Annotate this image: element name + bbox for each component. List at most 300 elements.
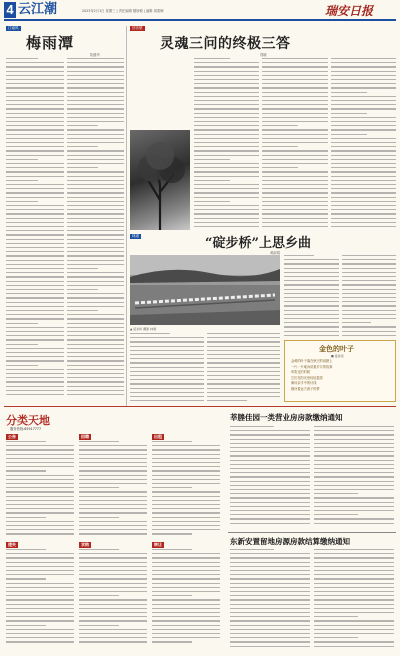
text-line — [314, 455, 394, 456]
text-line — [152, 562, 220, 563]
text-line — [262, 146, 298, 147]
text-line — [6, 218, 64, 219]
text-line — [79, 583, 147, 584]
text-line — [67, 377, 125, 378]
text-line — [6, 239, 64, 240]
text-line — [342, 255, 397, 256]
classified-section-head: 转让 — [154, 542, 162, 547]
text-line — [67, 297, 125, 298]
soul-title: 灵魂三问的终极三答 — [160, 36, 291, 52]
text-line — [194, 188, 259, 189]
classified-section-head: 遗失 — [8, 542, 16, 547]
notice-2 — [228, 532, 396, 652]
text-line — [67, 138, 125, 139]
text-line — [6, 201, 38, 202]
text-line — [314, 493, 358, 494]
text-line — [262, 213, 327, 214]
text-line — [6, 268, 64, 269]
text-line — [284, 272, 339, 273]
text-line — [152, 641, 192, 642]
text-line — [262, 58, 327, 59]
text-line — [6, 583, 74, 584]
text-line — [6, 445, 74, 446]
text-line — [79, 574, 147, 575]
text-line — [79, 599, 147, 600]
text-line — [284, 255, 314, 256]
text-line — [6, 529, 74, 530]
text-line — [194, 205, 259, 206]
text-line — [331, 222, 396, 223]
text-line — [67, 209, 125, 210]
text-line — [314, 430, 394, 431]
text-line — [230, 562, 310, 563]
text-line — [67, 108, 125, 109]
text-line — [331, 167, 396, 168]
text-line — [331, 134, 367, 135]
text-line — [284, 305, 339, 306]
text-line — [194, 121, 259, 122]
text-line — [314, 557, 394, 558]
text-line — [6, 247, 64, 248]
text-line — [6, 306, 64, 307]
text-line — [262, 209, 327, 210]
text-line — [194, 75, 259, 76]
text-line — [262, 87, 327, 88]
text-line — [152, 470, 220, 471]
poem-line: 像母亲手中的针线 — [291, 381, 317, 385]
text-line — [6, 96, 64, 97]
text-line — [194, 108, 259, 109]
text-line — [331, 58, 396, 59]
text-line — [331, 66, 396, 67]
text-line — [6, 500, 74, 501]
poem-lines — [291, 359, 391, 392]
text-line — [6, 599, 74, 600]
text-line — [152, 595, 192, 596]
text-line — [67, 213, 125, 214]
text-line — [284, 322, 339, 323]
text-line — [314, 612, 394, 613]
text-line — [194, 83, 259, 84]
text-line — [314, 591, 394, 592]
text-line — [230, 518, 310, 519]
text-line — [314, 633, 394, 634]
text-line — [262, 201, 327, 202]
text-line — [6, 574, 74, 575]
tag-left: 江南风 — [8, 26, 19, 30]
text-line — [67, 180, 125, 181]
text-line — [262, 150, 327, 151]
text-line — [314, 608, 394, 609]
text-line — [230, 641, 310, 642]
text-line — [331, 92, 367, 93]
text-line — [262, 142, 327, 143]
text-line — [194, 142, 259, 143]
text-line — [331, 155, 396, 156]
text-line — [230, 426, 274, 427]
text-line — [230, 468, 310, 469]
text-line — [331, 188, 396, 189]
text-line — [314, 616, 358, 617]
text-line — [79, 549, 119, 550]
bridge-author: 黄淑娟 — [270, 251, 280, 255]
text-line — [67, 150, 125, 151]
text-line — [284, 263, 339, 264]
text-line — [67, 348, 125, 349]
text-line — [342, 268, 397, 269]
text-line — [152, 566, 220, 567]
text-line — [6, 176, 64, 177]
text-line — [6, 209, 64, 210]
text-line — [6, 66, 64, 67]
text-line — [230, 557, 310, 558]
text-line — [6, 222, 64, 223]
text-line — [67, 239, 125, 240]
text-line — [230, 464, 310, 465]
text-line — [262, 92, 327, 93]
text-line — [194, 222, 259, 223]
text-line — [67, 243, 125, 244]
text-line — [67, 255, 125, 256]
text-line — [67, 356, 125, 357]
text-line — [331, 176, 396, 177]
text-line — [230, 472, 310, 473]
text-line — [67, 222, 125, 223]
text-line — [314, 523, 394, 524]
text-line — [230, 553, 310, 554]
text-line — [152, 462, 220, 463]
text-line — [67, 365, 125, 366]
text-line — [67, 83, 125, 84]
text-line — [67, 134, 125, 135]
text-line — [79, 587, 147, 588]
text-line — [152, 625, 220, 626]
text-line — [230, 434, 310, 435]
text-line — [194, 150, 259, 151]
text-line — [284, 335, 339, 336]
text-line — [67, 381, 125, 382]
text-line — [67, 201, 125, 202]
masthead-logo: 瑞安日报 — [325, 4, 374, 18]
classified-section-head: 招聘 — [81, 434, 89, 439]
text-line — [67, 390, 125, 391]
text-line — [314, 578, 394, 579]
text-line — [67, 176, 125, 177]
text-line — [284, 284, 339, 285]
text-line — [342, 331, 397, 332]
text-line — [207, 388, 281, 389]
bridge-photo — [130, 255, 280, 325]
text-line — [67, 386, 125, 387]
page-header — [0, 0, 400, 22]
text-line — [194, 117, 259, 118]
text-line — [67, 264, 125, 265]
text-line — [6, 386, 64, 387]
text-line — [314, 637, 358, 638]
text-line — [79, 512, 147, 513]
text-line — [331, 163, 396, 164]
text-line — [342, 289, 397, 290]
text-line — [230, 481, 310, 482]
text-line — [262, 205, 327, 206]
text-line — [284, 326, 339, 327]
text-line — [152, 475, 220, 476]
text-line — [342, 301, 397, 302]
text-line — [262, 138, 327, 139]
text-line — [130, 400, 204, 401]
text-line — [6, 479, 74, 480]
text-line — [79, 479, 147, 480]
text-line — [262, 96, 327, 97]
text-line — [331, 201, 396, 202]
text-line — [314, 625, 394, 626]
text-line — [79, 466, 147, 467]
text-line — [67, 125, 99, 126]
text-line — [79, 462, 147, 463]
text-line — [130, 396, 204, 397]
text-line — [67, 276, 125, 277]
text-line — [6, 504, 74, 505]
text-line — [67, 323, 125, 324]
text-line — [67, 66, 125, 67]
text-line — [6, 595, 74, 596]
text-line — [152, 466, 220, 467]
text-line — [6, 318, 64, 319]
text-line — [331, 171, 396, 172]
text-line — [262, 159, 327, 160]
text-line — [67, 289, 99, 290]
text-line — [67, 62, 125, 63]
notice-1-title: 莘塍佳园一类营业房房款缴纳通知 — [230, 413, 343, 422]
text-line — [230, 489, 310, 490]
text-line — [130, 375, 204, 376]
text-line — [67, 121, 125, 122]
text-line — [79, 616, 147, 617]
text-line — [152, 521, 220, 522]
text-line — [6, 458, 74, 459]
text-line — [152, 479, 220, 480]
text-line — [152, 608, 220, 609]
text-line — [79, 595, 119, 596]
text-line — [6, 365, 38, 366]
text-line — [207, 350, 281, 351]
text-line — [79, 620, 147, 621]
text-line — [6, 352, 64, 353]
text-line — [67, 302, 125, 303]
text-line — [342, 326, 397, 327]
text-line — [6, 620, 74, 621]
text-line — [67, 247, 125, 248]
text-line — [230, 566, 310, 567]
text-line — [6, 167, 64, 168]
poem-line: 风吹过的时候 — [291, 370, 311, 374]
text-line — [262, 197, 327, 198]
text-line — [6, 629, 74, 630]
text-line — [152, 512, 220, 513]
text-line — [6, 470, 46, 471]
text-line — [67, 344, 125, 345]
text-line — [262, 100, 327, 101]
text-line — [6, 138, 64, 139]
text-line — [331, 159, 396, 160]
text-line — [262, 79, 327, 80]
text-line — [152, 553, 220, 554]
text-line — [79, 562, 147, 563]
text-line — [130, 362, 204, 363]
text-line — [79, 521, 147, 522]
text-line — [207, 367, 281, 368]
text-line — [6, 184, 64, 185]
text-line — [67, 163, 125, 164]
text-line — [6, 487, 74, 488]
text-line — [6, 293, 64, 294]
section-name: 云江潮 — [18, 2, 58, 17]
text-line — [152, 599, 220, 600]
text-line — [314, 518, 394, 519]
text-line — [314, 514, 358, 515]
text-line — [79, 608, 147, 609]
text-line — [331, 100, 396, 101]
text-line — [207, 333, 281, 334]
text-line — [230, 599, 310, 600]
text-line — [230, 506, 310, 507]
text-line — [331, 71, 396, 72]
text-line — [342, 293, 397, 294]
text-line — [67, 205, 125, 206]
text-line — [194, 163, 259, 164]
text-line — [67, 100, 125, 101]
notice-2-title: 东新安置留地房源房款结算缴纳通知 — [230, 537, 350, 546]
text-line — [6, 314, 64, 315]
text-line — [230, 629, 310, 630]
text-line — [67, 113, 125, 114]
text-line — [194, 125, 259, 126]
text-line — [6, 441, 46, 442]
text-line — [284, 268, 339, 269]
text-line — [230, 616, 310, 617]
text-line — [6, 100, 64, 101]
text-line — [67, 339, 125, 340]
soul-author: 郑晓 — [260, 53, 267, 57]
text-line — [6, 344, 38, 345]
text-line — [6, 104, 64, 105]
text-line — [67, 129, 125, 130]
rain-body — [6, 58, 124, 398]
text-line — [262, 192, 327, 193]
text-line — [6, 331, 64, 332]
text-line — [314, 570, 394, 571]
text-line — [194, 213, 259, 214]
text-line — [194, 96, 259, 97]
classified-section-head: 求购 — [81, 542, 89, 547]
text-line — [152, 483, 220, 484]
text-line — [6, 508, 74, 509]
text-line — [67, 171, 125, 172]
text-line — [314, 464, 394, 465]
text-line — [67, 192, 125, 193]
text-line — [6, 92, 64, 93]
text-line — [67, 75, 125, 76]
poem-line: 一片一片地诉说着岁月的故事 — [291, 364, 333, 369]
text-line — [230, 485, 310, 486]
text-line — [342, 310, 397, 311]
text-line — [194, 176, 259, 177]
text-line — [284, 314, 339, 315]
text-line — [79, 500, 147, 501]
text-line — [342, 272, 397, 273]
text-line — [130, 367, 204, 368]
text-line — [314, 646, 394, 647]
text-line — [152, 549, 192, 550]
text-line — [130, 383, 204, 384]
text-line — [130, 354, 204, 355]
text-line — [79, 525, 147, 526]
text-line — [67, 87, 125, 88]
text-line — [342, 305, 397, 306]
text-line — [284, 331, 339, 332]
text-line — [314, 439, 394, 440]
text-line — [67, 318, 125, 319]
text-line — [331, 121, 396, 122]
text-line — [67, 335, 125, 336]
text-line — [67, 96, 125, 97]
text-line — [79, 625, 119, 626]
photo-caption: ▲ 碇步桥 摄影 林道 — [130, 327, 157, 331]
text-line — [6, 234, 64, 235]
text-line — [79, 458, 147, 459]
text-line — [6, 142, 64, 143]
date-line: 2023年2月1日 星期三 | 责任编辑 楼妙敏 | 编辑 周燕梅 — [82, 9, 164, 13]
classified-section-head: 出租 — [154, 434, 162, 439]
text-line — [230, 502, 310, 503]
text-line — [314, 562, 394, 563]
text-line — [67, 394, 125, 395]
text-line — [284, 280, 339, 281]
text-line — [67, 104, 125, 105]
text-line — [194, 218, 259, 219]
text-line — [284, 297, 339, 298]
text-line — [67, 167, 99, 168]
text-line — [6, 260, 64, 261]
text-line — [67, 155, 125, 156]
text-line — [314, 426, 394, 427]
text-line — [6, 163, 64, 164]
text-line — [152, 441, 192, 442]
text-line — [331, 117, 396, 118]
text-line — [152, 458, 220, 459]
text-line — [230, 591, 310, 592]
text-line — [130, 371, 204, 372]
notice-1 — [228, 410, 396, 528]
bridge-body-left — [130, 333, 280, 403]
text-line — [314, 443, 394, 444]
text-line — [284, 289, 339, 290]
text-line — [194, 197, 259, 198]
text-line — [79, 475, 147, 476]
text-line — [6, 449, 74, 450]
text-line — [207, 371, 281, 372]
text-line — [6, 251, 64, 252]
text-line — [67, 230, 125, 231]
text-line — [331, 75, 396, 76]
tag-lower: 林道 — [132, 234, 139, 238]
text-line — [67, 360, 125, 361]
text-line — [230, 476, 310, 477]
text-line — [207, 400, 247, 401]
text-line — [6, 466, 74, 467]
text-line — [230, 625, 310, 626]
text-line — [152, 574, 220, 575]
